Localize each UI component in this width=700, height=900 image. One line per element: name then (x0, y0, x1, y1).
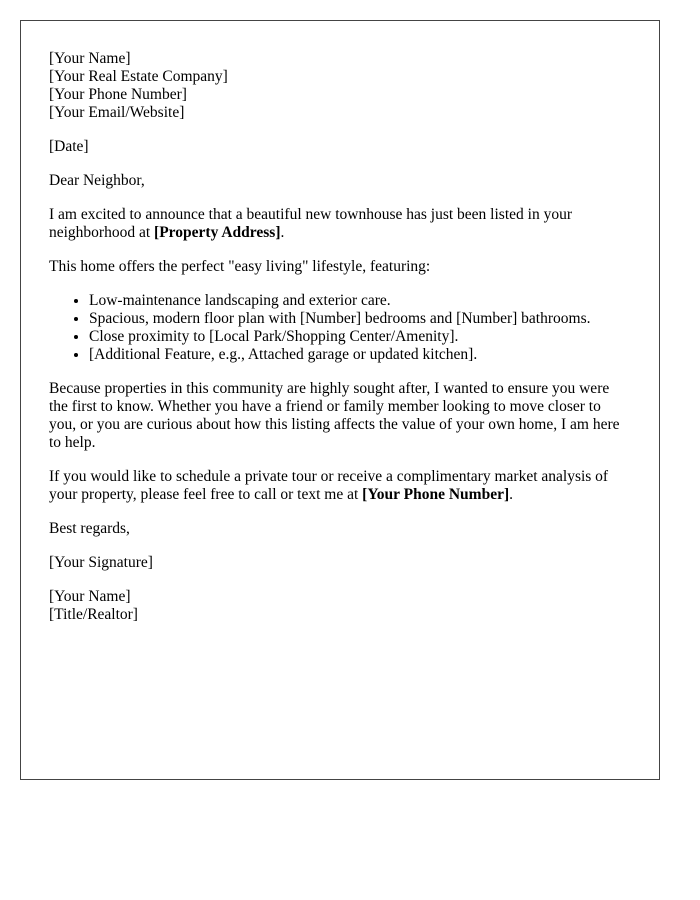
sender-block (49, 50, 631, 122)
sign-off-block (49, 588, 631, 624)
demand-paragraph: Because properties in this community are highly sought after, I wanted to ensure you were the first to know. Whether you have a friend or family member looking to move closer to you, or you are curious about how this listing affects the value of your own home, I am here to help. (49, 380, 620, 451)
closing: Best regards, (49, 520, 130, 537)
property-address: [Property Address] (154, 224, 281, 241)
cta-text: If you would like to schedule a private tour or receive a complimentary market analysis of your property, please feel free to call or text me at (49, 468, 609, 503)
list-item: • Close proximity to [Local Park/Shopping Center/Amenity]. (89, 328, 631, 346)
intro-text: I am excited to announce that a beautiful new townhouse has just been listed in your neighborhood at (49, 206, 572, 241)
sign-off-title: [Title/Realtor] (49, 606, 138, 623)
intro-paragraph (49, 206, 631, 242)
signature: [Your Signature] (49, 554, 153, 571)
list-item: • Spacious, modern floor plan with [Number] bedrooms and [Number] bathrooms. (89, 310, 631, 328)
list-item: • Low-maintenance landscaping and exterior care. (89, 292, 631, 310)
features-intro: This home offers the perfect "easy living" lifestyle, featuring: (49, 258, 431, 275)
sender-email-website: [Your Email/Website] (49, 104, 185, 121)
salutation: Dear Neighbor, (49, 172, 145, 189)
cta-paragraph (49, 468, 631, 504)
list-item: • [Additional Feature, e.g., Attached garage or updated kitchen]. (89, 346, 631, 364)
features-list (49, 292, 631, 364)
cta-phone: [Your Phone Number] (362, 486, 510, 503)
sender-phone: [Your Phone Number] (49, 86, 187, 103)
letter-date: [Date] (49, 138, 89, 155)
sign-off-name: [Your Name] (49, 588, 131, 605)
letter-page (20, 20, 660, 780)
sender-name: [Your Name] (49, 50, 131, 67)
intro-end: . (280, 224, 285, 241)
sender-company: [Your Real Estate Company] (49, 68, 228, 85)
cta-end: . (509, 486, 513, 503)
